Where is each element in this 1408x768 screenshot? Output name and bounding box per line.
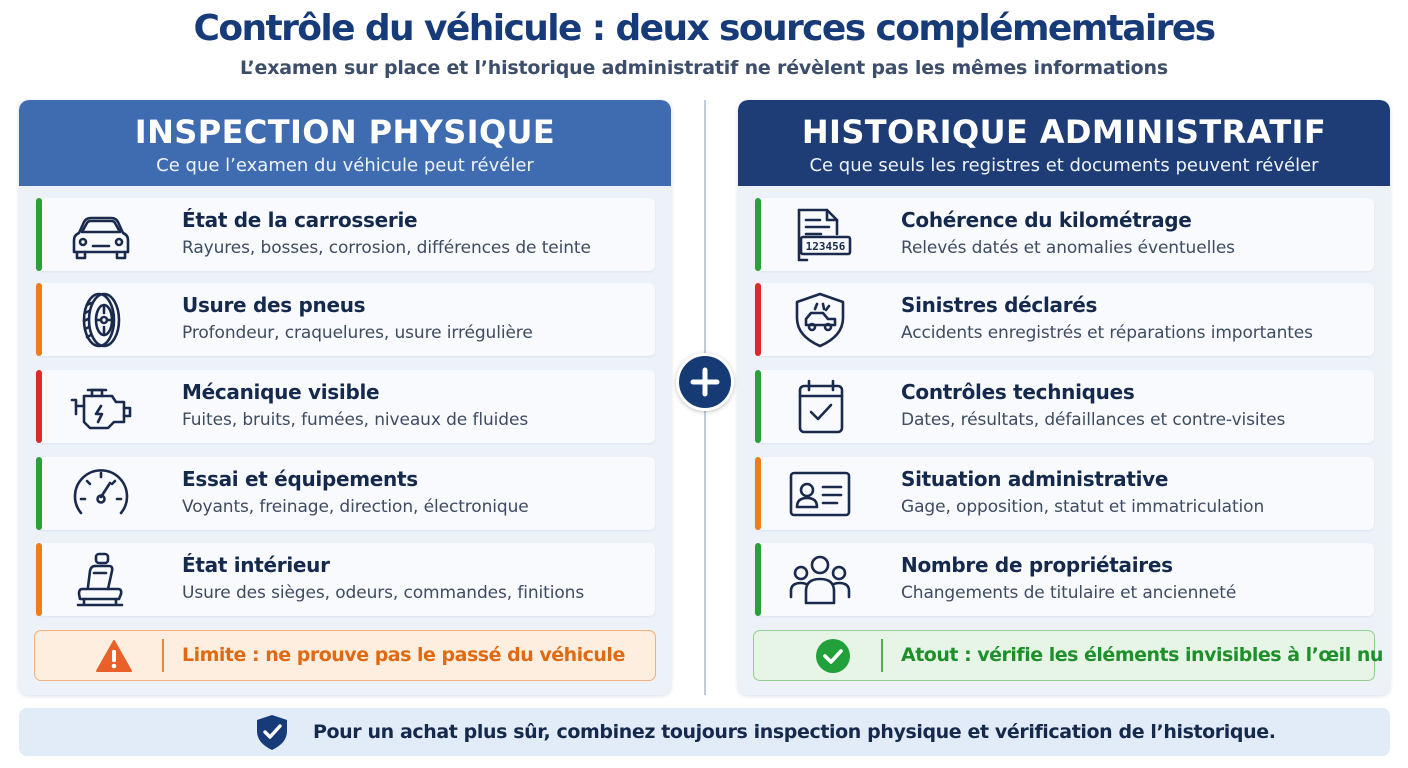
note-separator bbox=[881, 639, 883, 672]
list-item-mechanics bbox=[36, 370, 655, 443]
item-title: État intérieur bbox=[182, 553, 330, 577]
footer-text: Pour un achat plus sûr, combinez toujours inspection physique et vérification de l’historique. bbox=[313, 721, 1276, 743]
item-title: Essai et équipements bbox=[182, 467, 418, 491]
odometer-value: 123456 bbox=[805, 240, 846, 253]
odometer-document-icon bbox=[787, 206, 853, 264]
item-description: Rayures, bosses, corrosion, différences de teinte bbox=[182, 238, 591, 258]
item-description: Dates, résultats, défaillances et contre-visites bbox=[901, 410, 1286, 430]
engine-icon bbox=[68, 378, 134, 436]
item-description: Relevés datés et anomalies éventuelles bbox=[901, 238, 1235, 258]
accent-bar bbox=[755, 198, 761, 271]
advantage-note bbox=[753, 630, 1383, 681]
item-description: Accidents enregistrés et réparations importantes bbox=[901, 323, 1313, 343]
history-panel-title: HISTORIQUE ADMINISTRATIF bbox=[801, 113, 1327, 151]
list-item-tires bbox=[36, 283, 655, 356]
car-icon bbox=[68, 206, 134, 264]
calendar-check-icon bbox=[787, 378, 853, 436]
shield-crash-icon bbox=[787, 291, 853, 349]
list-item-test-drive bbox=[36, 457, 655, 530]
item-description: Profondeur, craquelures, usure irrégulière bbox=[182, 323, 533, 343]
warning-icon bbox=[95, 639, 133, 673]
item-title: Usure des pneus bbox=[182, 293, 366, 317]
item-description: Fuites, bruits, fumées, niveaux de fluides bbox=[182, 410, 529, 430]
page-subtitle: L’examen sur place et l’historique administratif ne révèlent pas les mêmes informations bbox=[240, 57, 1168, 79]
accent-bar bbox=[36, 283, 42, 356]
accent-bar bbox=[755, 543, 761, 616]
accent-bar bbox=[36, 198, 42, 271]
history-panel-subtitle: Ce que seuls les registres et documents peuvent révéler bbox=[809, 155, 1319, 176]
item-description: Gage, opposition, statut et immatriculation bbox=[901, 497, 1265, 517]
list-item-owners bbox=[755, 543, 1374, 616]
item-title: Situation administrative bbox=[901, 467, 1169, 491]
item-title: Sinistres déclarés bbox=[901, 293, 1098, 317]
accent-bar bbox=[755, 370, 761, 443]
speedometer-icon bbox=[68, 465, 134, 523]
inspection-panel-title: INSPECTION PHYSIQUE bbox=[134, 113, 556, 151]
limit-note-text: Limite : ne prouve pas le passé du véhicule bbox=[182, 644, 625, 666]
item-title: Contrôles techniques bbox=[901, 380, 1135, 404]
item-description: Usure des sièges, odeurs, commandes, finitions bbox=[182, 583, 585, 603]
list-item-claims bbox=[755, 283, 1374, 356]
item-description: Voyants, freinage, direction, électronique bbox=[182, 497, 529, 517]
plus-icon bbox=[676, 353, 734, 411]
history-panel bbox=[738, 100, 1390, 695]
history-panel-header bbox=[738, 100, 1390, 186]
accent-bar bbox=[36, 543, 42, 616]
inspection-panel bbox=[19, 100, 671, 695]
page-title: Contrôle du véhicule : deux sources complémemtaires bbox=[193, 8, 1215, 49]
limit-note bbox=[34, 630, 656, 681]
advantage-note-text: Atout : vérifie les éléments invisibles à l’œil nu bbox=[901, 644, 1383, 666]
item-title: Nombre de propriétaires bbox=[901, 553, 1173, 577]
check-circle-icon bbox=[814, 639, 852, 673]
list-item-interior bbox=[36, 543, 655, 616]
list-item-bodywork bbox=[36, 198, 655, 271]
seat-icon bbox=[68, 551, 134, 609]
footer-banner bbox=[19, 708, 1390, 756]
people-icon bbox=[787, 551, 853, 609]
inspection-panel-subtitle: Ce que l’examen du véhicule peut révéler bbox=[156, 155, 534, 176]
note-separator bbox=[162, 639, 164, 672]
tire-icon bbox=[68, 291, 134, 349]
shield-check-icon bbox=[253, 713, 291, 751]
id-card-icon bbox=[787, 465, 853, 523]
item-title: Cohérence du kilométrage bbox=[901, 208, 1192, 232]
accent-bar bbox=[755, 457, 761, 530]
item-title: Mécanique visible bbox=[182, 380, 380, 404]
item-description: Changements de titulaire et ancienneté bbox=[901, 583, 1237, 603]
list-item-administrative bbox=[755, 457, 1374, 530]
accent-bar bbox=[755, 283, 761, 356]
item-title: État de la carrosserie bbox=[182, 208, 418, 232]
accent-bar bbox=[36, 370, 42, 443]
list-item-mileage bbox=[755, 198, 1374, 271]
list-item-inspections bbox=[755, 370, 1374, 443]
inspection-panel-header bbox=[19, 100, 671, 186]
accent-bar bbox=[36, 457, 42, 530]
